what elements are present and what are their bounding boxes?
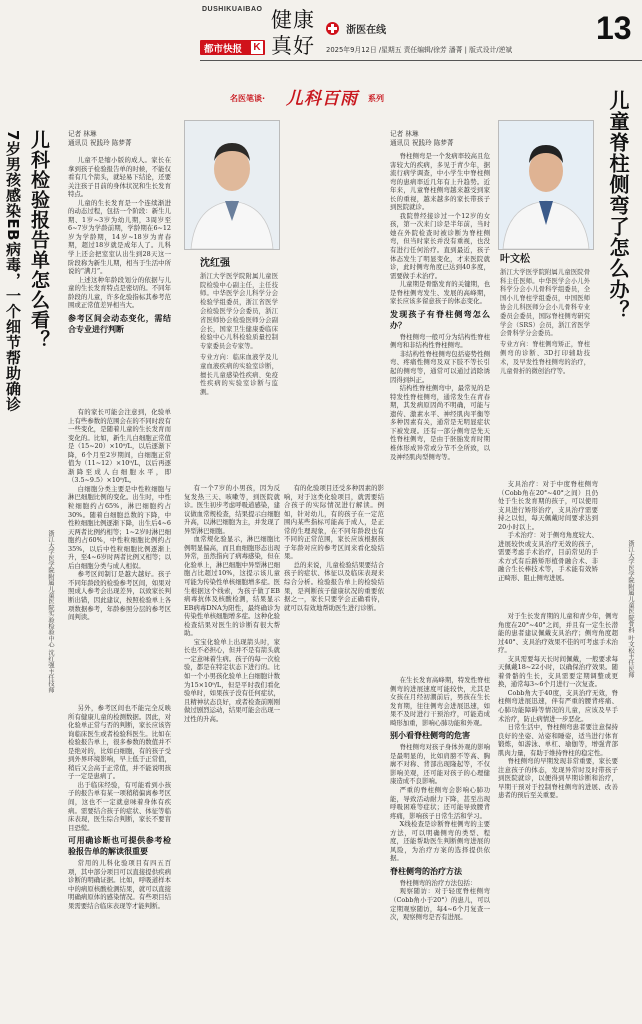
dateline: 2025年9月12日 /星期五 责任编辑/徐芳 潘菁 | 版式设计/逆斌 <box>326 46 513 54</box>
left-col2: 有的家长可能会注意到，化验单上有些参数的范围会在的不同时段有一些变化，是随着儿童的生长发育而变化的。比如，新生儿白细胞正常值是（15~20）×10⁹/L，以后逐渐下降，6个月至2岁期间，白细胞正常值为（11~12）×10⁹/L，以后再逐渐降至成人白细胞水平，即（3.5~9.5）×10⁹/L。 白细胞分类主要是中性粒细胞与淋巴细胞比例的变化。出生时，中性粒细胞约占65%，淋巴细胞约占30%。随着白细胞总数的下降，中性粒细胞比例逐渐下降，出生后4~6天两者比例约相等；1~2岁时淋巴细胞约占60%，中性粒细胞比例约占35%，以后中性粒细胞比例逐渐上升，至4~6岁时两者比例又相等；以后白细胞分类与成人相似。 参考区间制订是越大越好。孩子不同年龄段的检验参考区间，如果对照成人参考会出现差异，以致家长判断出错，因此建议，按照检验单上各项数据参考，年龄参照分层的参考区间判读。 <box>68 408 171 622</box>
doctor-portrait-icon <box>499 121 593 249</box>
right-col3: 支具治疗：对于中度脊柱侧弯（Cobb角在20°~40°之间）且仍处于生长发育期的孩子，可以使用支具进行矫形治疗，支具治疗需要持之以恒，每天佩戴时间要求达到20小时以上。 手术治疗：对于侧弯角度较大、进展较快或支具治疗无效的孩子，需要考虑手术治疗，目前常见的手术方式有后路矫形植骨融合术、非融合生长棒技术等，手术能有效矫正畸形、阻止侧弯进展。 <box>498 480 598 583</box>
left-section1-title: 参考区间会动态变化，需结合专业进行判断 <box>68 313 171 334</box>
right-col1: 脊柱侧弯是一个发病率较高且危害较大的疾病，多见于青少年，据流行病学调查，中小学生中脊柱侧弯的患病率近几年有上升趋势。近年来，儿童脊柱侧弯越来越受到家长的重视，越来越多的家长带孩子到医院就诊。 我院曾经接诊过一个12岁的女孩，第一次来门诊是半年前，当时她在外院检查时被诊断为脊柱侧弯，但当时家长并没有重视，也没有进行任何治疗。直到最近，孩子体态发生了明显变化，才来医院就诊，此时侧弯角度已达到40多度，需要做手术治疗。 儿童期是骨骼发育的关键期，也是脊柱侧弯发生、发展的高峰期，家长应该多留意孩子的体态变化。 发现孩子有脊柱侧弯怎么办？ 脊柱侧弯一般可分为结构性脊柱侧弯和非结构性脊柱侧弯。 非结构性脊柱侧弯包括姿势性侧弯、疼痛性侧弯及双下肢不等长引起的侧弯等，通常可以通过消除诱因得到纠正。 结构性脊柱侧弯中，最常见的是特发性脊柱侧弯，通常发生在青春期，其发病原因尚不明确，可能与遗传、激素水平、神经肌肉平衡等多种因素有关，通常是无明显症状下被发现。还有一部分侧弯是先天性脊柱侧弯，是由于胚胎发育时期椎体形成异常或分节不全所致，以及神经肌肉型侧弯等。 <box>390 152 490 461</box>
paper-logo <box>200 40 265 55</box>
right-byline <box>390 130 490 148</box>
masthead-rule <box>200 60 642 61</box>
left-col1: 儿童不是缩小版的成人。家长在拿到孩子检验报告单的时候，不能仅看有几个箭头，就轻易下结论，还要关注孩子目前的身体状况和生长发育特点。 儿童的生长发育是一个连续渐进的动态过程，包括一个阶段：新生儿期、1岁~3岁为幼儿期，3周岁至6~7岁为学龄前期，学龄期在6~12岁为学龄期，14岁~18岁为青春期，超过18岁就是成年人了。儿科学上还会把室室认出生到28天这一阶段称为新生儿期，相当于生活中所说的“满月”。 上述这种年龄段划分的依据与儿童的生长发育特点是密切的。不同年龄段的儿童，许多化验指标其参考范围或正常值差异相当大。 参考区间会动态变化，需结合专业进行判断 <box>68 156 171 334</box>
left-subheadline: 7岁男孩感染EB病毒，一个细节帮助确诊 <box>4 130 22 412</box>
left-col5: 有的化验项目还受多种因素的影响，对于这类化验项目，就需要结合孩子的实际情况进行解读。例如，针对幼儿，有的孩子在一定范围内某些指标可能高于成人，是正常的生理现象，在不同年龄段也有不同的正常范围，家长应该根据孩子年龄对应的参考区间来看化验结果。 总的来说，儿童检验结果要结合孩子的症状、体征以及临床表现来综合分析。检验报告单上的检验结果，是判断孩子健康状况的重要依据之一，家长只要学会正确看待，就可以有效地帮助医生进行诊断。 <box>284 484 384 612</box>
left-byline <box>68 130 168 148</box>
page-number: 13 <box>596 10 632 46</box>
left-col3: 另外，参考区间也不能完全反映所有健康儿童的检测数据。因此，对化验单正常与否的判断，家长应该咨询临床医生或者检验科医生。比如在检验报告单上，很多参数的数值并不是绝对的，比如白细胞，有的孩子受到外界环境影响，早上低于正常值，稍后又会高于正常值，并不能说明孩子一定是患病了。 出于临床经验，有可能看到小孩子的报告单有某一项稍稍偏离参考区间，这也不一定就意味着身体有疾病。需要结合孩子的症状、体征等临床表现，医生综合判断，家长不要盲目恐慌。 可用确诊断也可提供参考检验报告单的解读很重要 常用的儿科化验项目有四五百项，其中部分项目可以直接提供疾病诊断的明确证据。比如，呼吸道样本中的病原核酸检测结果，就可以直接明确病原体的感染情况。有些项目结果需要结合临床表现等才能判断。 <box>68 704 171 910</box>
partner-name: 浙医在线 <box>346 25 387 36</box>
expert-photo-ye <box>498 120 594 250</box>
expert-name-ye: 叶文松 <box>500 254 530 265</box>
left-col4: 有一个7岁的小男孩，因为反复发热三天、咳嗽等，到医院就诊。医生初步考虑呼吸道感染，建议做血常规检查，结果提示白细胞升高，以淋巴细胞为主，并发现了异型淋巴细胞。 血常规化验显示，淋巴细胞比例明显偏高，而且血细胞形态出现异常，虽然指向了病毒感染，但在化验单上，淋巴细胞中异型淋巴细胞占比超过10%，这提示该儿童可能为传染性单核细胞增多症。医生根据这个线索，为孩子做了EB病毒抗体及核酸检测，结果显示EB病毒DNA为阳性，最终确诊为传染性单核细胞增多症。这种化验检查结果对医生的诊断有很大帮助。 宝宝化验单上出现箭头时，家长也不必担心，但并不是有箭头就一定意味着生病。孩子的每一次检验，都是在特定状态下进行的。比如一个小男孩化验单上白细胞计数为15×10⁹/L，但是平时我们看化验单时，如果孩子没有任何症状，且精神状态良好，或者检查前刚刚做过剧烈运动，结果可能会出现一过性的升高。 <box>184 484 280 723</box>
partner-logo <box>326 18 386 34</box>
right-col4: 对于生长发育期的儿童和青少年，侧弯角度在20°~40°之间，并且有一定生长潜能的患者建议佩戴支具治疗；侧弯角度超过40°、支具治疗效果不佳的可考虑手术治疗。 支具需要每天长时间佩戴，一般要求每天佩戴18~22小时，以确保治疗效果。随着骨骼的生长，支具需要定期调整或更换，通常每3~6个月进行一次复查。 Cobb角大于40度，支具治疗无效，脊柱侧弯进展迅速，伴有严重的腰背疼痛、心肺功能障碍等情况的儿童，应该及早手术治疗，防止病情进一步恶化。 日常生活中，脊柱侧弯患者要注意保持良好的坐姿、站姿和睡姿，适当进行体育锻炼，如游泳、单杠、瑜伽等，增强背部肌肉力量，有助于维持脊柱的稳定性。 脊柱侧弯的早期发现非常重要，家长要注意孩子的体态，发现异常时及时带孩子到医院就诊，以便得到早期诊断和治疗，早期干预对于控制脊柱侧弯的进展、改善患者的预后至关重要。 <box>498 612 618 800</box>
expert-photo-shen <box>184 120 280 250</box>
paper-pinyin: DUSHIKUAIBAO <box>202 6 263 13</box>
section-title-1: 健康 <box>271 8 315 32</box>
right-headline: 儿童脊柱侧弯了怎么办？ <box>606 90 630 321</box>
right-author-note: 浙江大学医学院附属儿童医院骨科 叶文松主任医师 <box>627 540 634 679</box>
series-prefix: 名医笔谈· <box>230 94 266 103</box>
right-col2: 在生长发育高峰期，特发性脊柱侧弯的进展速度可能较快，尤其是女孩在月经初潮前后，男孩在生长发育期，往往侧弯会进展迅速，如果不及时进行干预治疗，可能造成畸形加重，影响心肺功能和外观。 别小看脊柱侧弯的危害 脊柱侧弯对孩子身体外观的影响是最明显的，比如肩膀不等高、胸廓不对称、背部出现隆起等，不仅影响美观，还可能对孩子的心理健康造成不良影响。 严重的脊柱侧弯会影响心肺功能，导致活动耐力下降，甚至出现呼吸困难等症状；还可能导致腰背疼痛，影响孩子日常生活和学习。 X线检查是诊断脊柱侧弯的主要方法，可以明确侧弯的类型、程度，还能帮助医生判断侧弯进展的风险，为治疗方案的选择提供依据。 脊柱侧弯的治疗方法 脊柱侧弯的治疗方法包括： 观察随访：对于轻度脊柱侧弯（Cobb角小于20°）的患儿，可以定期观察随访，每4~6个月复查一次，观察侧弯是否有进展。 <box>390 676 490 922</box>
paper-name: 都市快报 <box>204 44 243 55</box>
right-correspondent: 通讯员 祝践玲 陈梦菁 <box>390 139 454 147</box>
expert-bio-shen: 沈红强 浙江大学医学院附属儿童医院检验中心副主任，主任技师。中华医学会儿科学分会检验学组委员，浙江省医学会检验医学分会委员，浙江省医师协会检验医师分会副会长，国家卫生健康委临床检验中心儿科检验质量控制专家委员会专家等。 专业方向：临床血液学及儿童血液疾病的实验室诊断，擅长儿童感染性疾病、免疫性疾病的实验室诊断与监测。 <box>200 258 278 397</box>
series-banner <box>230 84 410 108</box>
left-author-note: 浙江大学医学院附属儿童医院实验检验中心 沈红强主任技师 <box>47 530 54 694</box>
expert-bio-ye: 叶文松 浙江大学医学院附属儿童医院骨科主任医师。中华医学会小儿外科学分会小儿骨科学组委员，全国小儿脊柱学组委员，中国医师协会儿科医师分会小儿骨科专业委员会委员，国际脊柱侧弯研究学会（SRS）会员，浙江省医学会骨科学分会委员。 专业方向：脊柱侧弯矫正，脊柱侧弯的诊断、3D打印辅助技术，及早发性脊柱侧弯的治疗，儿童骨折的微创治疗等。 <box>500 254 590 375</box>
left-reporter: 记者 林琳 <box>68 130 97 138</box>
k-logo-icon: K <box>251 41 263 54</box>
right-section3-title: 脊柱侧弯的治疗方法 <box>390 866 462 876</box>
left-section2-title: 可用确诊断也可提供参考检验报告单的解读很重要 <box>68 836 171 857</box>
series-name: 儿科百雨 <box>286 89 358 109</box>
right-section2-title: 别小看脊柱侧弯的危害 <box>390 731 470 741</box>
section-title-2: 真好 <box>271 34 315 58</box>
right-section1-title: 发现孩子有脊柱侧弯怎么办？ <box>390 309 490 330</box>
zheyi-logo-icon <box>326 22 339 35</box>
masthead <box>0 0 642 62</box>
series-suffix: 系列 <box>368 94 384 103</box>
left-headline: 儿科检验报告单怎么看？ <box>28 130 50 350</box>
doctor-portrait-icon <box>185 121 279 249</box>
right-reporter: 记者 林琳 <box>390 130 419 138</box>
expert-name-shen: 沈红强 <box>200 258 230 269</box>
left-correspondent: 通讯员 祝践玲 陈梦菁 <box>68 139 132 147</box>
